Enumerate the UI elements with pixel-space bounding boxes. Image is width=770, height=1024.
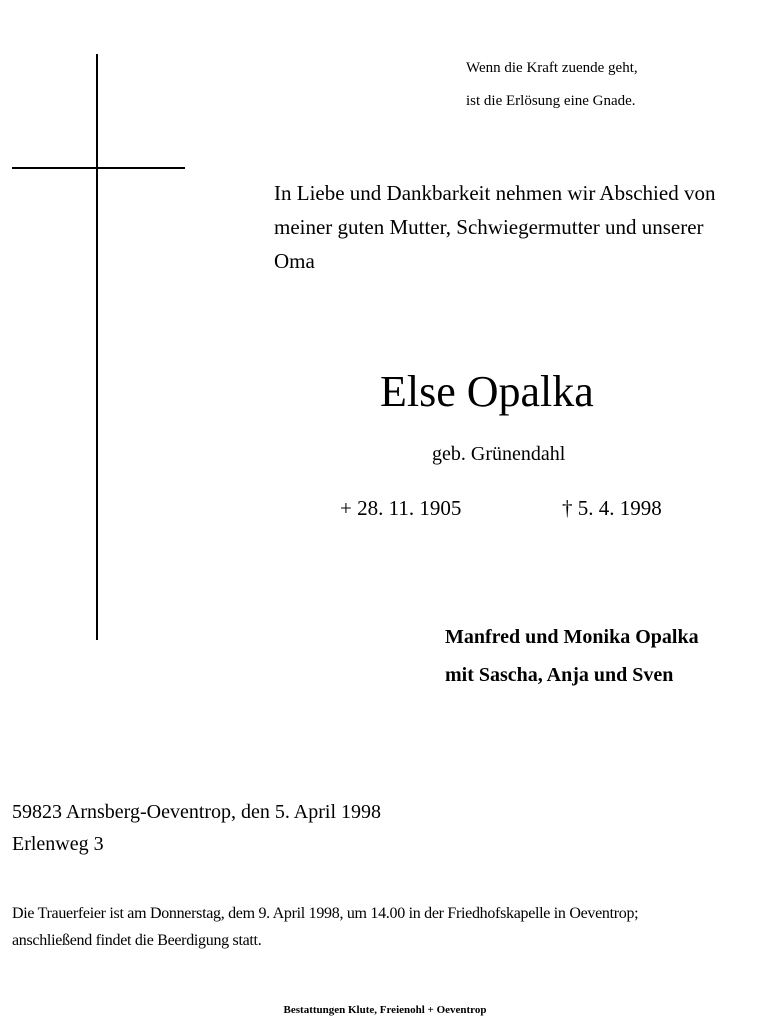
- motto-line-1: Wenn die Kraft zuende geht,: [466, 60, 638, 76]
- ceremony-line-1: Die Trauerfeier ist am Donnerstag, dem 9. April 1998, um 14.00 in der Friedhofskapelle in Oeventrop;: [12, 905, 639, 922]
- farewell-intro: [274, 176, 754, 278]
- maiden-name: geb. Grünendahl: [432, 443, 566, 465]
- intro-line-3: Oma: [274, 249, 315, 273]
- ceremony-line-2: anschließend findet die Beerdigung statt.: [12, 932, 262, 949]
- birth-date: + 28. 11. 1905: [340, 496, 462, 520]
- death-date: † 5. 4. 1998: [562, 496, 662, 520]
- deceased-name: Else Opalka: [380, 367, 594, 416]
- mourners-line-2: mit Sascha, Anja und Sven: [445, 664, 674, 686]
- address-line-2: Erlenweg 3: [12, 833, 104, 855]
- intro-line-2: meiner guten Mutter, Schwiegermutter und unserer: [274, 215, 704, 239]
- address-line-1: 59823 Arnsberg-Oeventrop, den 5. April 1998: [12, 801, 382, 823]
- motto-line-2: ist die Erlösung eine Gnade.: [466, 93, 636, 109]
- address-block: [12, 796, 381, 860]
- ceremony-notice: [12, 900, 638, 954]
- mourners-line-1: Manfred und Monika Opalka: [445, 626, 699, 648]
- motto-quote: [466, 52, 638, 118]
- undertaker-footer: Bestattungen Klute, Freienohl + Oeventrop: [283, 1004, 487, 1016]
- mourners-signature: [445, 618, 699, 694]
- cross-horizontal-bar: [12, 167, 185, 169]
- cross-vertical-bar: [96, 54, 98, 640]
- intro-line-1: In Liebe und Dankbarkeit nehmen wir Abschied von: [274, 181, 716, 205]
